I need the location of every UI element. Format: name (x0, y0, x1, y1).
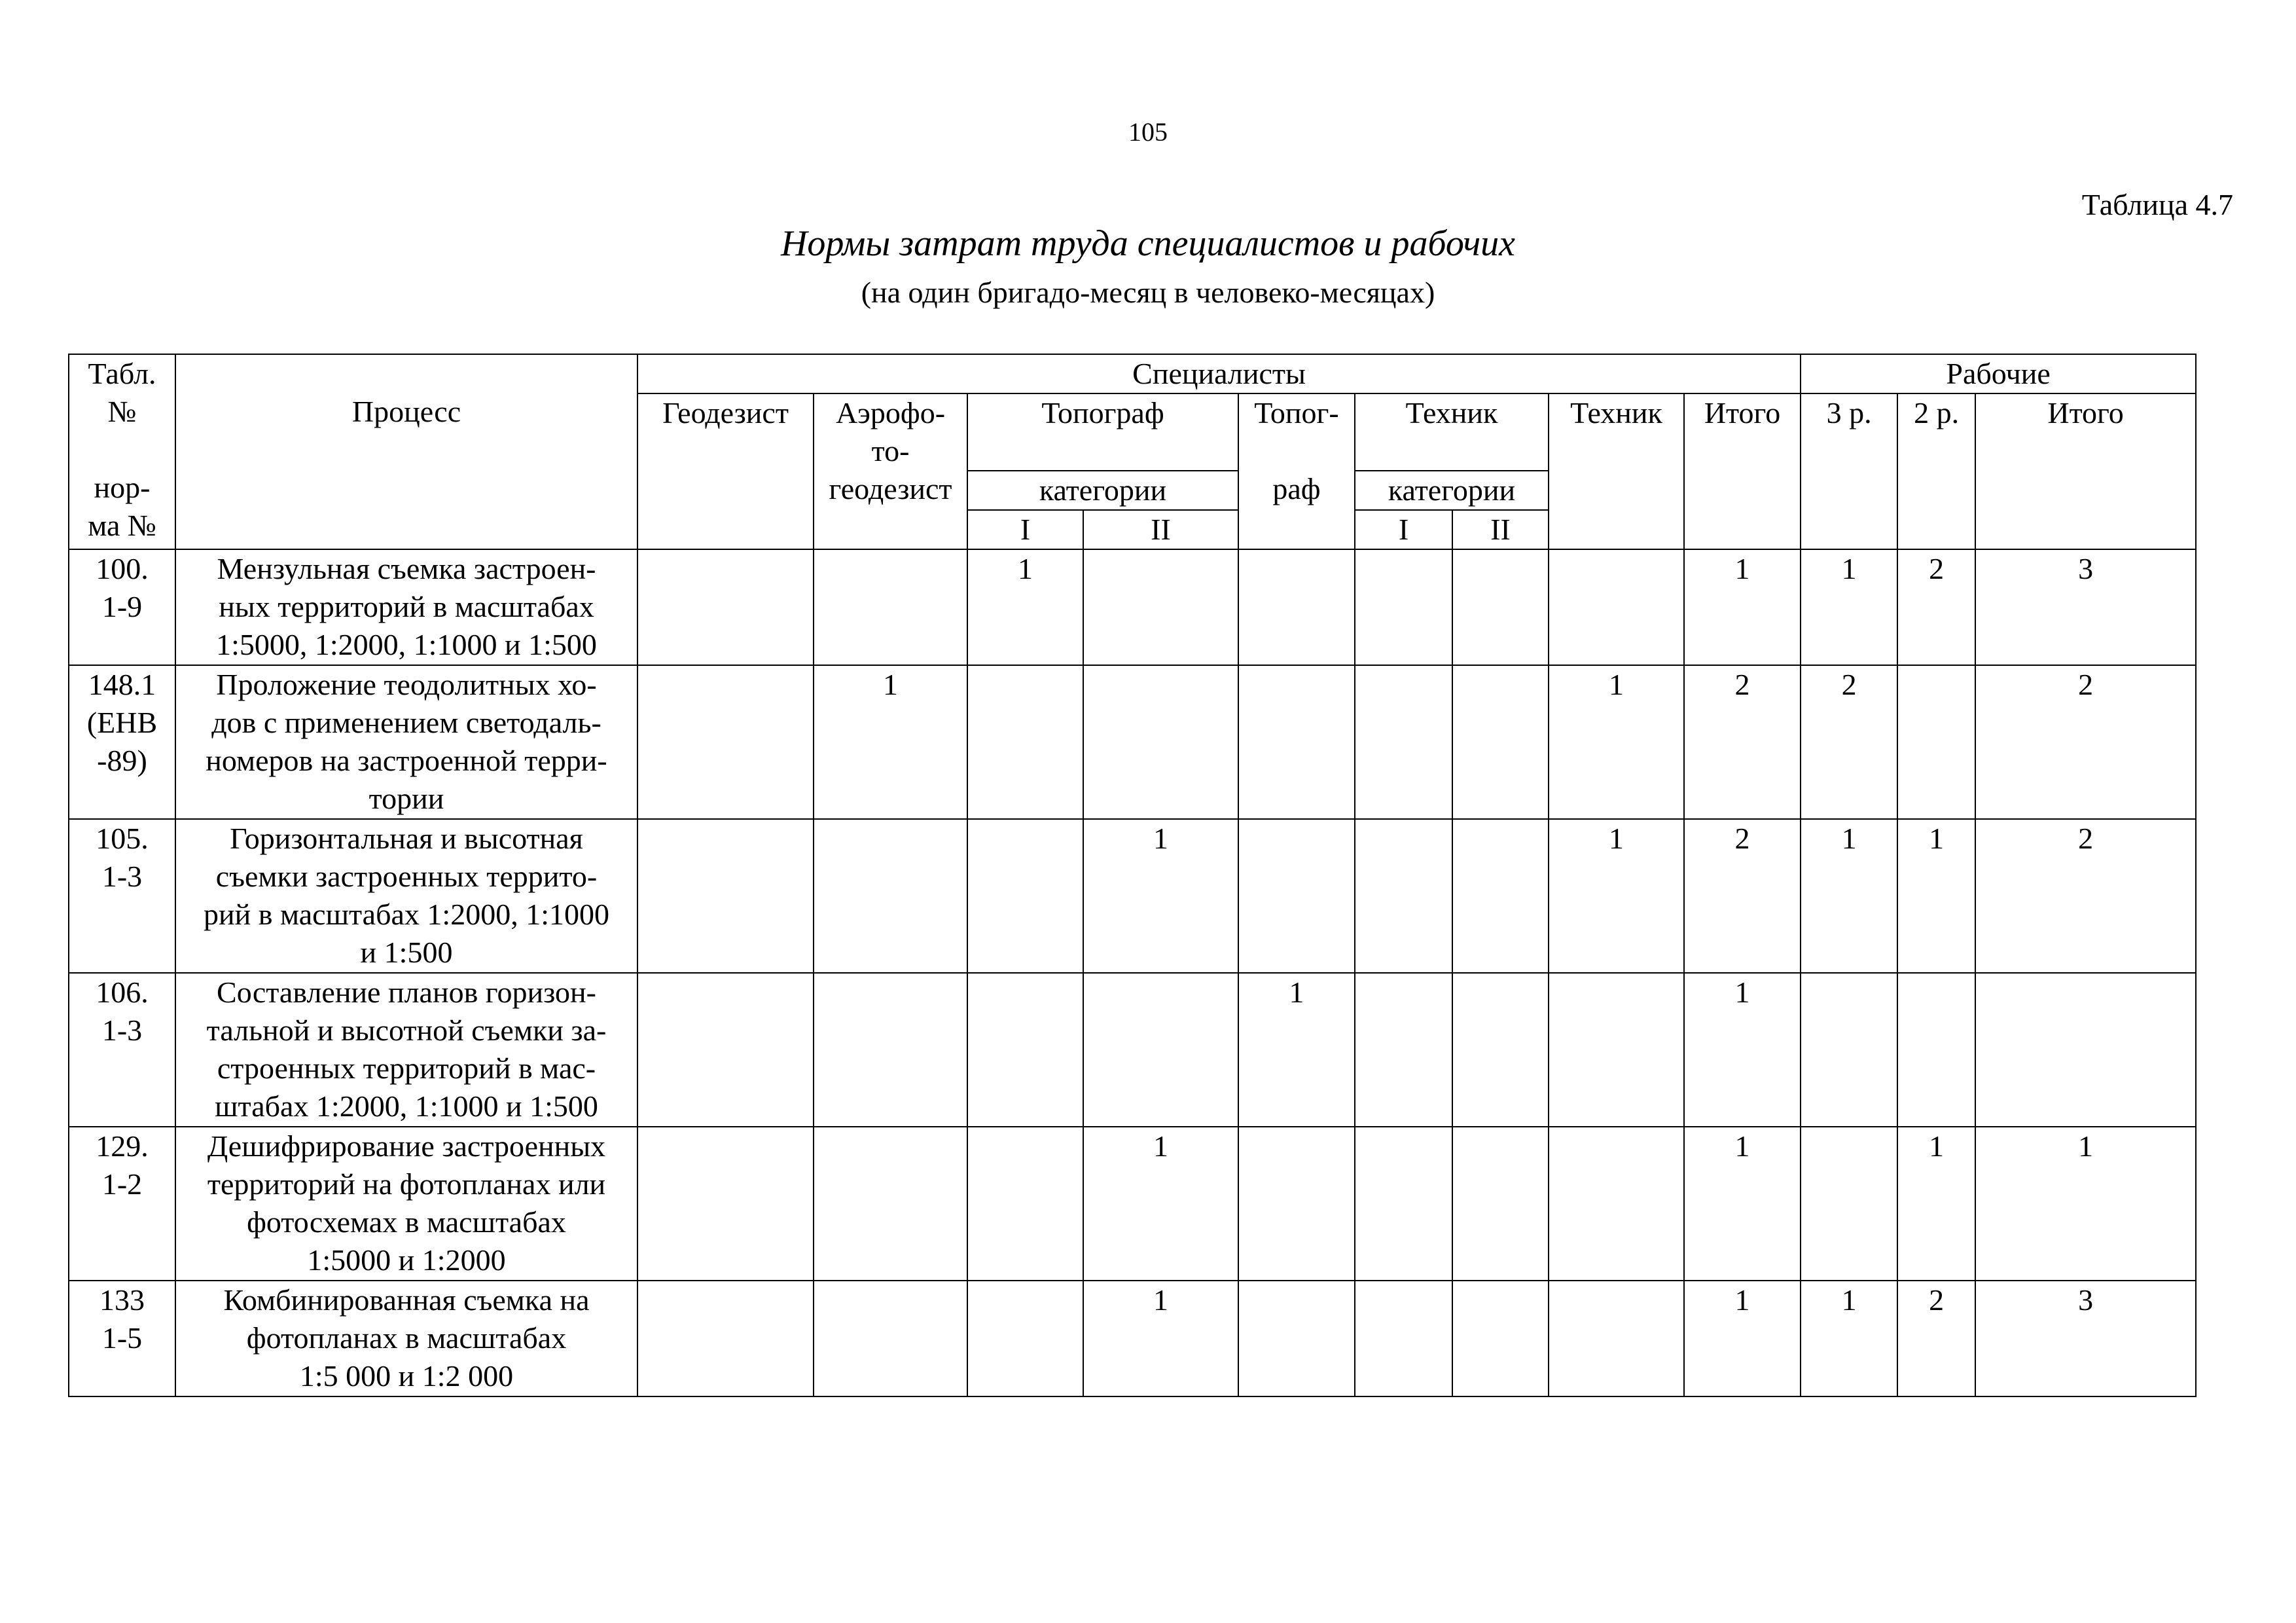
topographer-cat-2: II (1083, 510, 1238, 549)
tech-cat-1-cell (1355, 1281, 1452, 1396)
total-spec-cell: 2 (1684, 665, 1801, 819)
rank-2-cell: 1 (1897, 819, 1975, 973)
total-specialists-header: Итого (1684, 393, 1801, 549)
document-subtitle: (на один бригадо-месяц в человеко-месяцах) (861, 276, 1435, 309)
norm-cell: 148.1 (ЕНВ -89) (69, 665, 175, 819)
geodesist-cell (637, 973, 814, 1127)
total-workers-cell: 2 (1975, 819, 2196, 973)
norm-cell: 100. 1-9 (69, 549, 175, 665)
table-row (69, 1127, 2196, 1281)
aerophoto-cell (814, 973, 967, 1127)
technician-cell (1549, 549, 1684, 665)
tech-cat-1-cell (1355, 819, 1452, 973)
norm-cell: 133 1-5 (69, 1281, 175, 1396)
tech-cat-1-cell (1355, 549, 1452, 665)
aerophoto-cell (814, 1127, 967, 1281)
rank-3-header: 3 р. (1801, 393, 1897, 549)
total-spec-cell: 1 (1684, 549, 1801, 665)
geodesist-header: Геодезист (637, 393, 814, 549)
rank-2-header: 2 р. (1897, 393, 1975, 549)
aerophoto-cell (814, 1281, 967, 1396)
tech-cat-2-cell (1452, 819, 1549, 973)
topo-cat-2-cell: 1 (1083, 1281, 1238, 1396)
process-cell: Дешифрирование застроенных территорий на фотопланах или фотосхемах в масштабах 1:5000 и 1:2000 (175, 1127, 637, 1281)
tech-cat-2-cell (1452, 549, 1549, 665)
technician-cell: 1 (1549, 665, 1684, 819)
technician-cell: 1 (1549, 819, 1684, 973)
total-spec-cell: 2 (1684, 819, 1801, 973)
page-number: 105 (1128, 117, 1168, 147)
topog-header: Топог- раф (1238, 393, 1355, 549)
geodesist-cell (637, 549, 814, 665)
topo-cat-2-cell: 1 (1083, 1127, 1238, 1281)
technician-header: Техник (1355, 393, 1549, 471)
table-label: Таблица 4.7 (2081, 188, 2233, 221)
topo-cat-1-cell (967, 819, 1083, 973)
rank-3-cell: 2 (1801, 665, 1897, 819)
topo-cat-1-cell: 1 (967, 549, 1083, 665)
table-row (69, 549, 2196, 665)
topographer-categories-header: категории (967, 471, 1238, 510)
total-workers-cell (1975, 973, 2196, 1127)
rank-2-cell: 2 (1897, 1281, 1975, 1396)
rank-3-cell (1801, 1127, 1897, 1281)
tech-cat-2-cell (1452, 1127, 1549, 1281)
topog-cell (1238, 665, 1355, 819)
technician-cell (1549, 973, 1684, 1127)
total-workers-cell: 3 (1975, 549, 2196, 665)
total-workers-cell: 1 (1975, 1127, 2196, 1281)
topog-cell (1238, 819, 1355, 973)
rank-3-cell: 1 (1801, 819, 1897, 973)
aerophoto-cell: 1 (814, 665, 967, 819)
topog-cell: 1 (1238, 973, 1355, 1127)
topo-cat-2-cell (1083, 973, 1238, 1127)
topog-cell (1238, 1127, 1355, 1281)
norms-table (68, 354, 2197, 1397)
tech-cat-1-cell (1355, 973, 1452, 1127)
geodesist-cell (637, 1127, 814, 1281)
topo-cat-1-cell (967, 1127, 1083, 1281)
technician-categories-header: категории (1355, 471, 1549, 510)
total-spec-cell: 1 (1684, 1127, 1801, 1281)
total-spec-cell: 1 (1684, 973, 1801, 1127)
norm-cell: 129. 1-2 (69, 1127, 175, 1281)
total-workers-cell: 2 (1975, 665, 2196, 819)
rank-2-cell (1897, 973, 1975, 1127)
table-row (69, 819, 2196, 973)
rank-3-cell (1801, 973, 1897, 1127)
process-cell: Проложение теодолитных хо- дов с применением светодаль- номеров на застроенной терри- тории (175, 665, 637, 819)
topo-cat-1-cell (967, 665, 1083, 819)
header-row-1 (69, 354, 2196, 393)
topographer-cat-1: I (967, 510, 1083, 549)
table-row (69, 1281, 2196, 1396)
norm-number-header: Табл. № нор- ма № (69, 354, 175, 549)
process-header: Процесс (175, 354, 637, 549)
norm-cell: 106. 1-3 (69, 973, 175, 1127)
table-row (69, 665, 2196, 819)
technician-plain-header: Техник (1549, 393, 1684, 549)
technician-cat-1: I (1355, 510, 1452, 549)
specialists-header: Специалисты (637, 354, 1801, 393)
technician-cell (1549, 1127, 1684, 1281)
rank-2-cell (1897, 665, 1975, 819)
total-workers-cell: 3 (1975, 1281, 2196, 1396)
aerophoto-cell (814, 819, 967, 973)
rank-3-cell: 1 (1801, 1281, 1897, 1396)
technician-cat-2: II (1452, 510, 1549, 549)
process-cell: Горизонтальная и высотная съемки застроенных террито- рий в масштабах 1:2000, 1:1000 и 1:500 (175, 819, 637, 973)
geodesist-cell (637, 1281, 814, 1396)
topog-cell (1238, 1281, 1355, 1396)
rank-2-cell: 2 (1897, 549, 1975, 665)
geodesist-cell (637, 665, 814, 819)
geodesist-cell (637, 819, 814, 973)
rank-3-cell: 1 (1801, 549, 1897, 665)
workers-header: Рабочие (1801, 354, 2196, 393)
document-title: Нормы затрат труда специалистов и рабочих (780, 223, 1516, 264)
topo-cat-1-cell (967, 973, 1083, 1127)
topo-cat-1-cell (967, 1281, 1083, 1396)
process-cell: Комбинированная съемка на фотопланах в масштабах 1:5 000 и 1:2 000 (175, 1281, 637, 1396)
tech-cat-2-cell (1452, 973, 1549, 1127)
table-row (69, 973, 2196, 1127)
topog-cell (1238, 549, 1355, 665)
aerophoto-cell (814, 549, 967, 665)
topo-cat-2-cell (1083, 549, 1238, 665)
topo-cat-2-cell: 1 (1083, 819, 1238, 973)
norm-cell: 105. 1-3 (69, 819, 175, 973)
process-cell: Составление планов горизон- тальной и высотной съемки за- строенных территорий в мас- штабах 1:2000, 1:1000 и 1:500 (175, 973, 637, 1127)
topographer-header: Топограф (967, 393, 1238, 471)
tech-cat-2-cell (1452, 665, 1549, 819)
aerophoto-geodesist-header: Аэрофо- то- геодезист (814, 393, 967, 549)
tech-cat-1-cell (1355, 1127, 1452, 1281)
technician-cell (1549, 1281, 1684, 1396)
tech-cat-2-cell (1452, 1281, 1549, 1396)
tech-cat-1-cell (1355, 665, 1452, 819)
total-workers-header: Итого (1975, 393, 2196, 549)
process-cell: Мензульная съемка застроен- ных территорий в масштабах 1:5000, 1:2000, 1:1000 и 1:500 (175, 549, 637, 665)
rank-2-cell: 1 (1897, 1127, 1975, 1281)
topo-cat-2-cell (1083, 665, 1238, 819)
total-spec-cell: 1 (1684, 1281, 1801, 1396)
